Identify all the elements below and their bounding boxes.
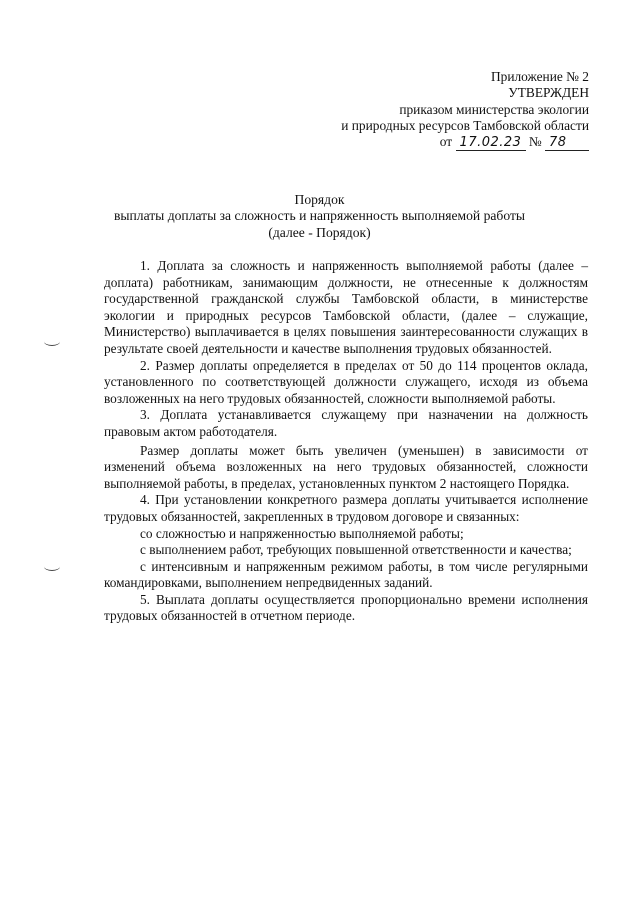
- paragraph-3-continued: Размер доплаты может быть увеличен (уменьшен) в зависимости от изменений объема возложенных на него трудовых обязанностей, сложности выполняемой работы, в пределах, установленных пунктом 2 настоящего Порядка.: [104, 442, 588, 491]
- margin-mark-bottom: [44, 562, 60, 571]
- paragraph-4-item-3: с интенсивным и напряженным режимом работы, в том числе регулярными командировками, выполнением непредвиденных заданий.: [104, 558, 588, 591]
- approval-order-line: приказом министерства экологии: [399, 102, 589, 117]
- paragraph-4: 4. При установлении конкретного размера доплаты учитывается исполнение трудовых обязанностей, закрепленных в трудовом договоре и связанных:: [104, 492, 588, 524]
- document-title: Порядок: [294, 192, 345, 207]
- appendix-number: Приложение № 2: [490, 69, 589, 84]
- approval-ministry-line: и природных ресурсов Тамбовской области: [341, 118, 589, 133]
- approval-heading: УТВЕРЖДЕН: [508, 85, 589, 100]
- approval-date-line: [440, 133, 589, 151]
- margin-mark-top: [44, 337, 60, 346]
- paragraph-3: 3. Доплата устанавливается служащему при назначении на должность правовым актом работодателя.: [104, 407, 588, 439]
- document-subtitle: выплаты доплаты за сложность и напряженность выполняемой работы: [113, 208, 526, 223]
- paragraph-4-item-1: со сложностью и напряженностью выполняемой работы;: [140, 525, 464, 541]
- document-body: [104, 258, 588, 625]
- handwritten-number: 78: [545, 136, 589, 151]
- date-prefix: от: [439, 134, 453, 149]
- document-title-note: (далее - Порядок): [268, 225, 371, 240]
- paragraph-4-item-2: с выполнением работ, требующих повышенной ответственности и качества;: [140, 542, 572, 558]
- paragraph-1: 1. Доплата за сложность и напряженность выполняемой работы (далее – доплата) работникам, занимающим должности, не отнесенные к должностям государственной гражданской службы Тамбовской области, в министерстве экологии и природных ресурсов Тамбовской области, (далее – служащие, Министерство) выплачивается в целях повышения заинтересованности служащих в результате своей деятельности и качестве выполнения трудовых обязанностей.: [104, 258, 588, 356]
- handwritten-date: 17.02.23: [456, 136, 526, 151]
- number-prefix: №: [528, 134, 542, 149]
- paragraph-5: 5. Выплата доплаты осуществляется пропорционально времени исполнения трудовых обязанностей в отчетном периоде.: [104, 591, 588, 624]
- paragraph-2: 2. Размер доплаты определяется в пределах от 50 до 114 процентов оклада, установленного по соответствующей должности служащего, исходя из объема возложенных на него трудовых обязанностей, сложности выполняемой работы.: [104, 357, 588, 406]
